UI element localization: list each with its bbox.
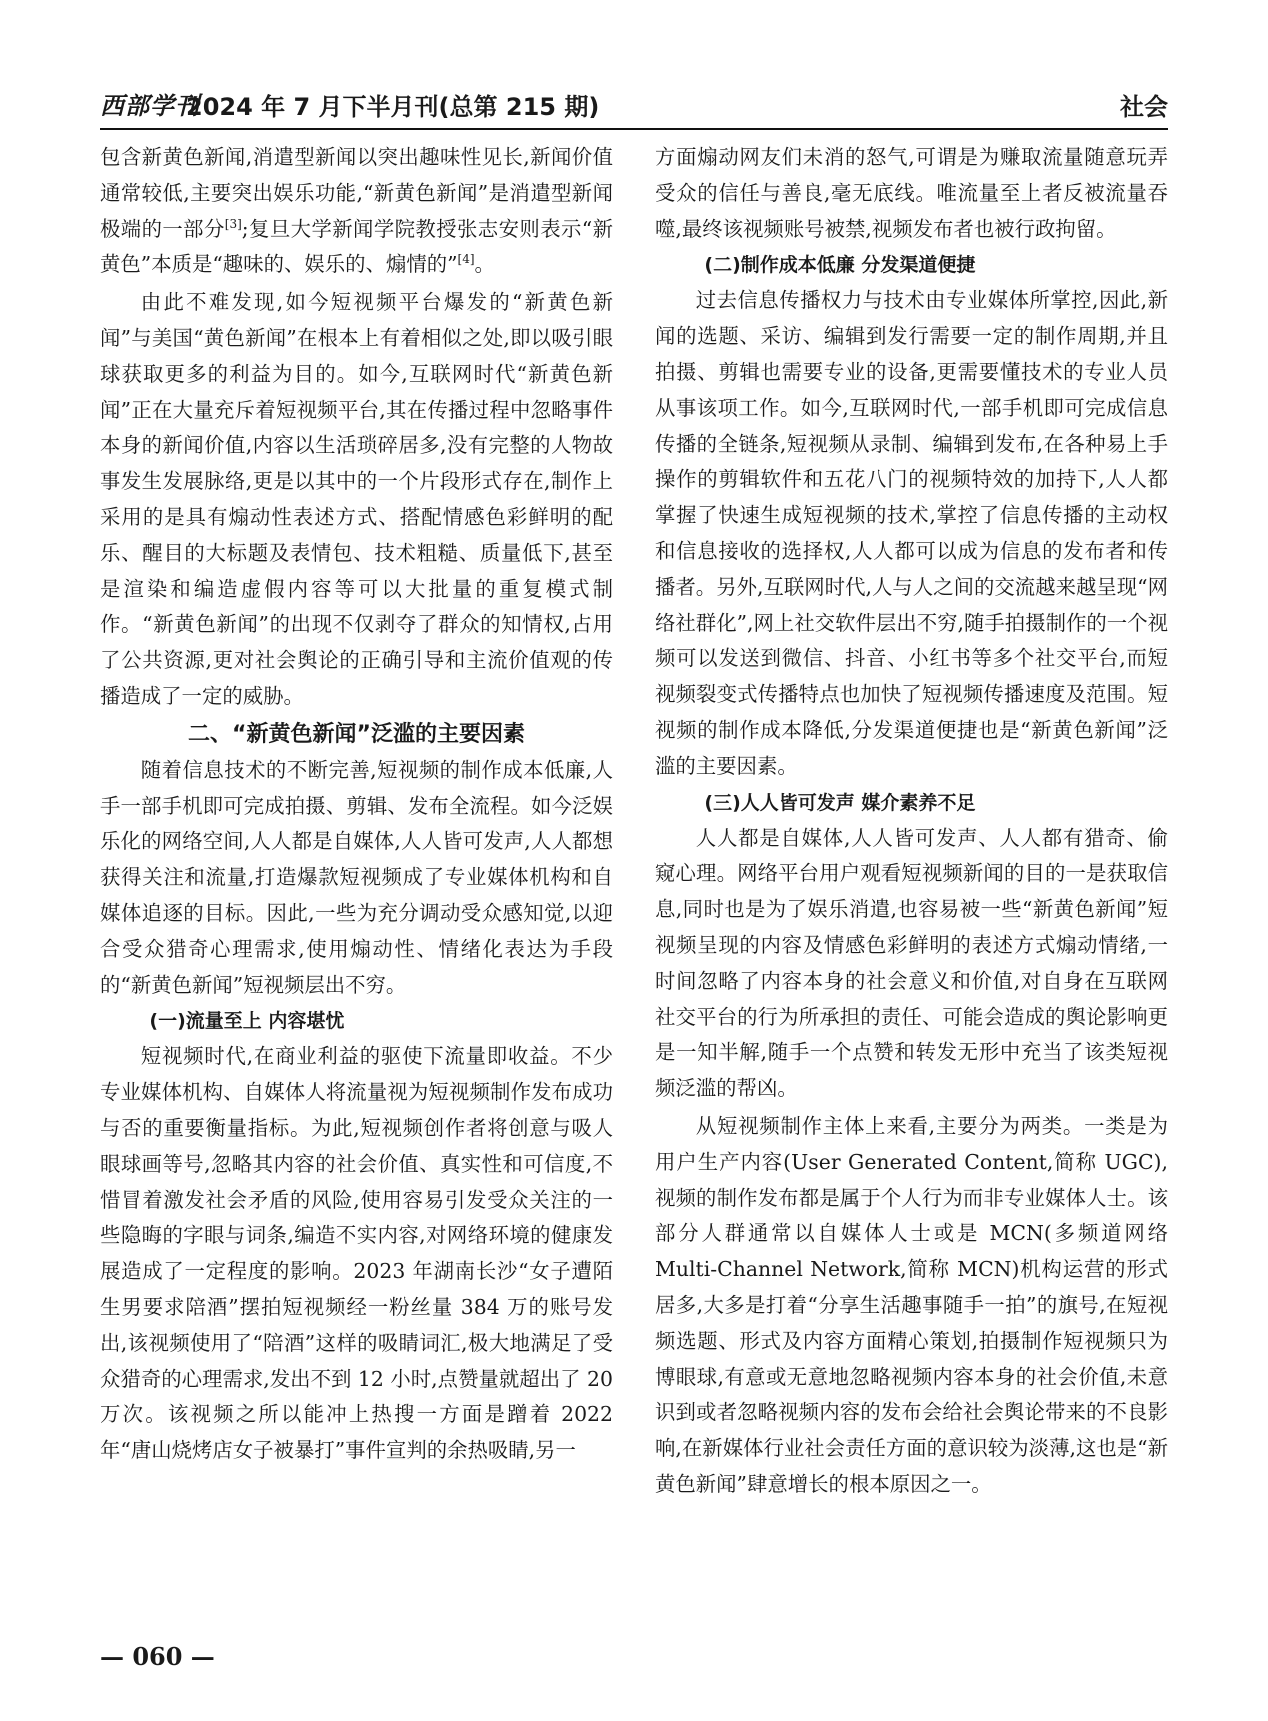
page-number: — 060 — (100, 1642, 215, 1671)
paragraph: 短视频时代,在商业利益的驱使下流量即收益。不少专业媒体机构、自媒体人将流量视为短视频制作发布成功与否的重要衡量指标。为此,短视频创作者将创意与吸人眼球画等号,忽略其内容的社会价值、真实性和可信度,不惜冒着激发社会矛盾的风险,使用容易引发受众关注的一些隐晦的字眼与词条,编造不实内容,对网络环境的健康发展造成了一定程度的影响。2023 年湖南长沙“女子遭陌生男要求陪酒”摆拍短视频经一粉丝量 384 万的账号发出,该视频使用了“陪酒”这样的吸睛词汇,极大地满足了受众猎奇的心理需求,发出不到 12 小时,点赞量就超出了 20 万次。该视频之所以能冲上热搜一方面是蹭着 2022 年“唐山烧烤店女子被暴打”事件宣判的余热吸睛,另一 (100, 1044, 613, 1463)
paragraph: 过去信息传播权力与技术由专业媒体所掌控,因此,新闻的选题、采访、编辑到发行需要一定的制作周期,并且拍摄、剪辑也需要专业的设备,更需要懂技术的专业人员从事该项工作。如今,互联网时代,一部手机即可完成信息传播的全链条,短视频从录制、编辑到发布,在各种易上手操作的剪辑软件和五花八门的视频特效的加持下,人人都掌握了快速生成短视频的技术,掌控了信息传播的主动权和信息接收的选择权,人人都可以成为信息的发布者和传播者。另外,互联网时代,人与人之间的交流越来越呈现“网络社群化”,网上社交软件层出不穷,随手拍摄制作的一个视频可以发送到微信、抖音、小红书等多个社交平台,而短视频裂变式传播特点也加快了短视频传播速度及范围。短视频的制作成本降低,分发渠道便捷也是“新黄色新闻”泛滥的主要因素。 (655, 288, 1168, 778)
issue-info: 2024 年 7 月下半月刊(总第 215 期) (186, 93, 600, 121)
page-header (100, 84, 1168, 124)
paragraph: 人人都是自媒体,人人皆可发声、人人都有猎奇、偷窥心理。网络平台用户观看短视频新闻的目的一是获取信息,同时也是为了娱乐消遣,也容易被一些“新黄色新闻”短视频呈现的内容及情感色彩鲜明的表述方式煽动情绪,一时间忽略了内容本身的社会意义和价值,对自身在互联网社交平台的行为所承担的责任、可能会造成的舆论影响更是一知半解,随手一个点赞和转发无形中充当了该类短视频泛滥的帮凶。 (655, 825, 1168, 1101)
subsection-heading: (二)制作成本低廉 分发渠道便捷 (704, 254, 976, 277)
right-column (655, 140, 1168, 1503)
header-rule (100, 128, 1168, 130)
paragraph: 方面煽动网友们未消的怒气,可谓是为赚取流量随意玩弄受众的信任与善良,毫无底线。唯流量至上者反被流量吞噬,最终该视频账号被禁,视频发布者也被行政拘留。 (655, 145, 1168, 241)
journal-logo: 西部学刊 (100, 91, 200, 120)
citation: [3] (224, 216, 242, 231)
paragraph: 包含新黄色新闻,消遣型新闻以突出趣味性见长,新闻价值通常较低,主要突出娱乐功能,“新黄色新闻”是消遣型新闻极端的一部分[3];复旦大学新闻学院教授张志安则表示“新黄色”本质是“趣味的、娱乐的、煽情的”[4]。 (100, 145, 614, 277)
paragraph: 从短视频制作主体上来看,主要分为两类。一类是为用户生产内容(User Generated Content,简称 UGC),视频的制作发布都是属于个人行为而非专业媒体人士。该部分人群通常以自媒体人士或是 MCN(多频道网络 Multi-Channel Network,简称 MCN)机构运营的形式居多,大多是打着“分享生活趣事随手一拍”的旗号,在短视频选题、形式及内容方面精心策划,拍摄制作短视频只为博眼球,有意或无意地忽略视频内容本身的社会价值,未意识到或者忽略视频内容的发布会给社会舆论带来的不良影响,在新媒体行业社会责任方面的意识较为淡薄,这也是“新黄色新闻”肆意增长的根本原因之一。 (655, 1113, 1168, 1496)
paragraph: 由此不难发现,如今短视频平台爆发的“新黄色新闻”与美国“黄色新闻”在根本上有着相似之处,即以吸引眼球获取更多的利益为目的。如今,互联网时代“新黄色新闻”正在大量充斥着短视频平台,其在传播过程中忽略事件本身的新闻价值,内容以生活琐碎居多,没有完整的人物故事发生发展脉络,更是以其中的一个片段形式存在,制作上采用的是具有煽动性表述方式、搭配情感色彩鲜明的配乐、醒目的大标题及表情包、技术粗糙、质量低下,甚至是渲染和编造虚假内容等可以大批量的重复模式制作。“新黄色新闻”的出现不仅剥夺了群众的知情权,占用了公共资源,更对社会舆论的正确引导和主流价值观的传播造成了一定的威胁。 (100, 290, 613, 708)
section-label: 社会 (1120, 93, 1168, 121)
citation: [4] (457, 252, 475, 267)
left-column (100, 140, 613, 1469)
subsection-heading: (三)人人皆可发声 媒介素养不足 (704, 791, 976, 814)
subsection-heading: (一)流量至上 内容堪忧 (149, 1010, 345, 1033)
section-heading: 二、“新黄色新闻”泛滥的主要因素 (188, 721, 525, 747)
paragraph: 随着信息技术的不断完善,短视频的制作成本低廉,人手一部手机即可完成拍摄、剪辑、发布全流程。如今泛娱乐化的网络空间,人人都是自媒体,人人皆可发声,人人都想获得关注和流量,打造爆款短视频成了专业媒体机构和自媒体追逐的目标。因此,一些为充分调动受众感知觉,以迎合受众猎奇心理需求,使用煽动性、情绪化表达为手段的“新黄色新闻”短视频层出不穷。 (100, 757, 613, 997)
